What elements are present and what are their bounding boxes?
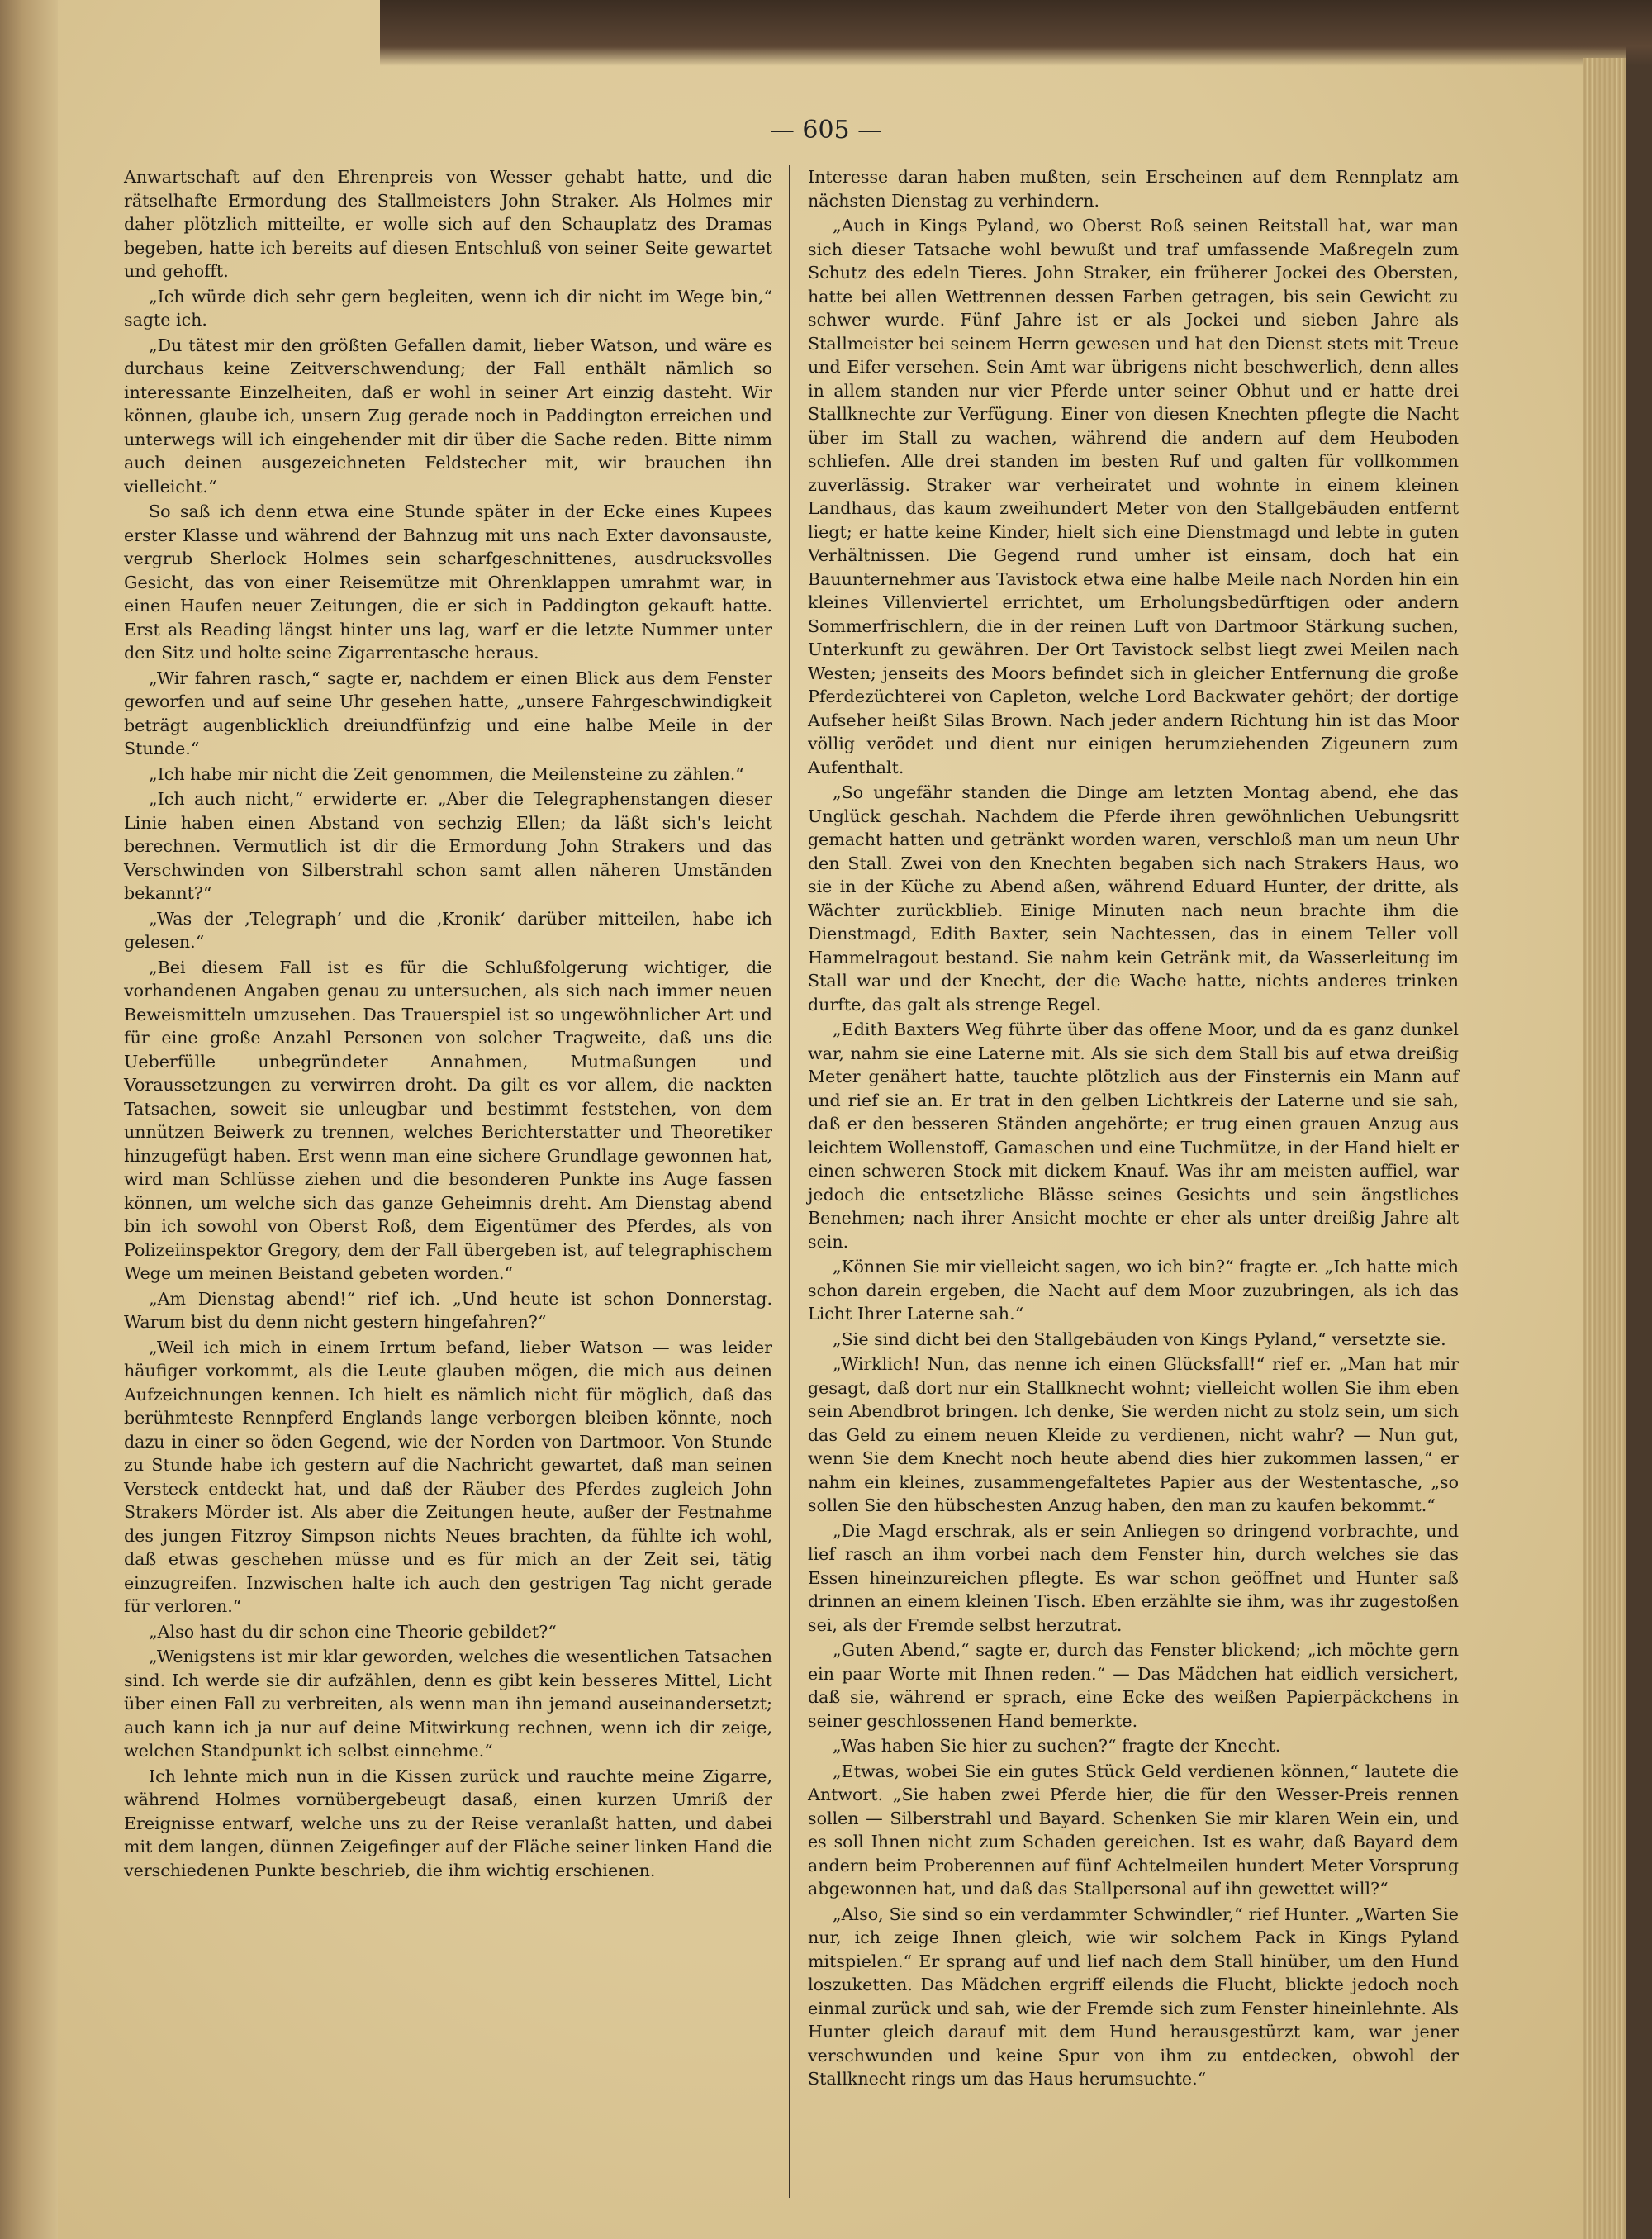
paragraph: „Du tätest mir den größten Gefallen damit, lieber Watson, und wäre es durchaus keine Zeitverschwendung; der Fall enthält nämlich so interessante Einzelheiten, daß er wohl in seiner Art einzig dasteht. Wir können, glaube ich, unsern Zug gerade noch in Paddington erreichen und unterwegs will ich eingehender mit dir über die Sache reden. Bitte nimm auch deinen ausgezeichneten Feldstecher mit, wir brauchen ihn vielleicht.“	[124, 335, 772, 497]
paragraph: Anwartschaft auf den Ehrenpreis von Wesser gehabt hatte, und die rätselhafte Ermordung des Stallmeisters John Straker. Als Holmes mir daher plötzlich mitteilte, er wolle sich auf den Schauplatz des Dramas begeben, hatte ich bereits auf diesen Entschluß von seiner Seite gewartet und gehofft.	[124, 167, 772, 281]
paragraph: „Die Magd erschrak, als er sein Anliegen so dringend vorbrachte, und lief rasch an ihm vorbei nach dem Fenster hin, durch welches sie das Essen hineinzureichen pflegte. Es war schon geöffnet und Hunter saß drinnen an einem kleinen Tisch. Eben erzählte sie ihm, was ihr zugestoßen sei, als der Fremde selbst herzutrat.	[808, 1520, 1459, 1635]
page-top-shadow	[380, 0, 1652, 66]
book-binding	[0, 0, 58, 2239]
paragraph: „Sie sind dicht bei den Stallgebäuden von Kings Pyland,“ versetzte sie.	[833, 1329, 1446, 1349]
paragraph: „Ich auch nicht,“ erwiderte er. „Aber die Telegraphenstangen dieser Linie haben einen Abstand von sechzig Ellen; da läßt sich's leicht berechnen. Vermutlich ist dir die Ermordung John Strakers und das Verschwinden von Silberstrahl schon samt allen näheren Umständen bekannt?“	[124, 789, 772, 903]
paragraph: „Also hast du dir schon eine Theorie gebildet?“	[149, 1621, 557, 1642]
paragraph: „Auch in Kings Pyland, wo Oberst Roß seinen Reitstall hat, war man sich dieser Tatsache wohl bewußt und traf umfassende Maßregeln zum Schutz des edeln Tieres. John Straker, ein früherer Jockei des Obersten, hatte bei allen Wettrennen dessen Farben getragen, bis sein Gewicht zu schwer wurde. Fünf Jahre ist er als Jockei und sieben Jahre als Stallmeister bei seinem Herrn gewesen und hat den Dienst stets mit Treue und Eifer versehen. Sein Amt war übrigens nicht beschwerlich, denn alles in allem standen nur vier Pferde unter seiner Obhut und er hatte drei Stallknechte zur Verfügung. Einer von diesen Knechten pflegte die Nacht über im Stall zu wachen, während die andern auf dem Heuboden schliefen. Alle drei standen im besten Ruf und galten für vollkommen zuverlässig. Straker war verheiratet und wohnte in einem kleinen Landhaus, das kaum zweihundert Meter von den Stallgebäuden entfernt liegt; er hatte keine Kinder, hielt sich eine Dienstmagd und lebte in guten Verhältnissen. Die Gegend rund umher ist einsam, doch hat ein Bauunternehmer aus Tavistock etwa eine halbe Meile nach Norden hin ein kleines Villenviertel errichtet, um Erholungsbedürftigen oder andern Sommerfrischlern, die in der reinen Luft von Dartmoor Stärkung suchen, Unterkunft zu gewähren. Der Ort Tavistock selbst liegt zwei Meilen nach Westen; jenseits des Moors befindet sich in gleicher Entfernung die große Pferdezüchterei von Capleton, welche Lord Backwater gehört; der dortige Aufseher heißt Silas Brown. Nach jeder andern Richtung hin ist das Moor völlig verödet und dient nur einigen herumziehenden Zigeunern zum Aufenthalt.	[808, 216, 1459, 777]
paragraph: „Ich würde dich sehr gern begleiten, wenn ich dir nicht im Wege bin,“ sagte ich.	[124, 286, 772, 330]
page-number: — 605 —	[769, 116, 883, 145]
paragraph: So saß ich denn etwa eine Stunde später in der Ecke eines Kupees erster Klasse und während der Bahnzug mit uns nach Exter davonsauste, vergrub Sherlock Holmes sein scharfgeschnittenes, ausdrucksvolles Gesicht, das von einer Reisemütze mit Ohrenklappen umrahmt war, in einen Haufen neuer Zeitungen, die er sich in Paddington gekauft hatte. Erst als Reading längst hinter uns lag, warf er die letzte Nummer unter den Sitz und holte seine Zigarrentasche heraus.	[124, 502, 772, 663]
paragraph: „Was haben Sie hier zu suchen?“ fragte der Knecht.	[833, 1736, 1281, 1756]
paragraph: Interesse daran haben mußten, sein Erscheinen auf dem Rennplatz am nächsten Dienstag zu verhindern.	[808, 167, 1459, 211]
paragraph: „Bei diesem Fall ist es für die Schlußfolgerung wichtiger, die vorhandenen Angaben genau zu untersuchen, als sich nach immer neuen Beweismitteln umzusehen. Das Trauerspiel ist so ungewöhnlicher Art und für eine große Anzahl Personen von solcher Tragweite, daß uns die Ueberfülle unbegründeter Annahmen, Mutmaßungen und Voraussetzungen zu verwirren droht. Da gilt es vor allem, die nackten Tatsachen, soweit sie unleugbar und bestimmt feststehen, von dem unnützen Beiwerk zu trennen, welches Berichterstatter und Theoretiker hinzugefügt haben. Erst wenn man eine sichere Grundlage gewonnen hat, wird man Schlüsse ziehen und die besonderen Punkte ins Auge fassen können, um welche sich das ganze Geheimnis dreht. Am Dienstag abend bin ich sowohl von Oberst Roß, dem Eigentümer des Pferdes, als von Polizeiinspektor Gregory, dem der Fall übergeben ist, auf telegraphischem Wege um meinen Beistand gebeten worden.“	[124, 957, 772, 1283]
paragraph: „Guten Abend,“ sagte er, durch das Fenster blickend; „ich möchte gern ein paar Worte mit Ihnen reden.“ — Das Mädchen hat eidlich versichert, daß sie, während er sprach, eine Ecke des weißen Papierpäckchens in seiner geschlossenen Hand bemerkte.	[808, 1640, 1459, 1731]
paragraph: „Wenigstens ist mir klar geworden, welches die wesentlichen Tatsachen sind. Ich werde sie dir aufzählen, denn es gibt kein besseres Mittel, Licht über einen Fall zu verbreiten, als wenn man ihn jemand auseinandersetzt; auch kann ich ja nur auf deine Mitwirkung rechnen, wenn ich dir zeige, welchen Standpunkt ich selbst einnehme.“	[124, 1647, 772, 1761]
paragraph: „Ich habe mir nicht die Zeit genommen, die Meilensteine zu zählen.“	[149, 763, 744, 784]
paragraph: „Weil ich mich in einem Irrtum befand, lieber Watson — was leider häufiger vorkommt, als die Leute glauben mögen, die mich aus deinen Aufzeichnungen kennen. Ich hielt es nämlich nicht für möglich, daß das berühmteste Rennpferd Englands lange verborgen bleiben könnte, noch dazu in einer so öden Gegend, wie der Norden von Dartmoor. Von Stunde zu Stunde habe ich gestern auf die Nachricht gewartet, daß man seinen Versteck entdeckt hat, und daß der Räuber des Pferdes zugleich John Strakers Mörder ist. Als aber die Zeitungen heute, außer der Festnahme des jungen Fitzroy Simpson nichts Neues brachten, da fühlte ich wohl, daß etwas geschehen müsse und es für mich an der Zeit sei, tätig einzugreifen. Inzwischen halte ich auch den gestrigen Tag nicht gerade für verloren.“	[124, 1337, 772, 1616]
left-column	[124, 165, 772, 1884]
right-column	[808, 165, 1459, 2093]
paragraph: „Edith Baxters Weg führte über das offene Moor, und da es ganz dunkel war, nahm sie eine Laterne mit. Als sie sich dem Stall bis auf etwa dreißig Meter genähert hatte, tauchte plötzlich aus der Finsternis ein Mann auf und rief sie an. Er trat in den gelben Lichtkreis der Laterne und sie sah, daß er den besseren Ständen angehörte; er trug einen grauen Anzug aus leichtem Wollenstoff, Gamaschen und eine Tuchmütze, in der Hand hielt er einen schweren Stock mit dickem Knauf. Was ihr am meisten auffiel, war jedoch die entsetzliche Blässe seines Gesichts und sein ängstliches Benehmen; nach ihrer Ansicht mochte er eher als unter dreißig Jahre alt sein.	[808, 1020, 1459, 1252]
paragraph: „So ungefähr standen die Dinge am letzten Montag abend, ehe das Unglück geschah. Nachdem die Pferde ihren gewöhnlichen Uebungsritt gemacht hatten und getränkt worden waren, verschloß man um neun Uhr den Stall. Zwei von den Knechten begaben sich nach Strakers Haus, wo sie in der Küche zu Abend aßen, während Eduard Hunter, der dritte, als Wächter zurückblieb. Einige Minuten nach neun brachte ihm die Dienstmagd, Edith Baxter, sein Nachtessen, das in einem Teller voll Hammelragout bestand. Sie nahm kein Getränk mit, da Wasserleitung im Stall war und der Knecht, der die Wache hatte, nichts anderes trinken durfte, das galt als strenge Regel.	[808, 782, 1459, 1015]
paragraph: „Können Sie mir vielleicht sagen, wo ich bin?“ fragte er. „Ich hatte mich schon darein ergeben, die Nacht auf dem Moor zuzubringen, als ich das Licht Ihrer Laterne sah.“	[808, 1257, 1459, 1324]
column-divider	[789, 165, 790, 2198]
paragraph: „Am Dienstag abend!“ rief ich. „Und heute ist schon Donnerstag. Warum bist du denn nicht gestern hingefahren?“	[124, 1288, 772, 1332]
paragraph: „Wirklich! Nun, das nenne ich einen Glücksfall!“ rief er. „Man hat mir gesagt, daß dort nur ein Stallknecht wohnt; vielleicht wollen Sie ihm eben sein Abendbrot bringen. Ich denke, Sie werden nicht zu stolz sein, um sich das Geld zu einem neuen Kleide zu verdienen, nicht wahr? — Nun gut, wenn Sie dem Knecht noch heute abend dies hier zukommen lassen,“ er nahm ein kleines, zusammengefaltetes Papier aus der Westentasche, „so sollen Sie den hübschesten Anzug haben, den man zu kaufen bekommt.“	[808, 1354, 1459, 1515]
book-fore-edge	[1583, 58, 1626, 2239]
paragraph: „Also, Sie sind so ein verdammter Schwindler,“ rief Hunter. „Warten Sie nur, ich zeige Ihnen gleich, wie wir solchem Pack in Kings Pyland mitspielen.“ Er sprang auf und lief nach dem Stall hinüber, um den Hund loszuketten. Das Mädchen ergriff eilends die Flucht, blickte jedoch noch einmal zurück und sah, wie der Fremde sich zum Fenster hineinlehnte. Als Hunter gleich darauf mit dem Hund herausgestürzt kam, war jener verschwunden und keine Spur von ihm zu entdecken, obwohl der Stallknecht rings um das Haus herumsuchte.“	[808, 1904, 1459, 2089]
paragraph: „Etwas, wobei Sie ein gutes Stück Geld verdienen können,“ lautete die Antwort. „Sie haben zwei Pferde hier, die für den Wesser-Preis rennen sollen — Silberstrahl und Bayard. Schenken Sie mir klaren Wein ein, und es soll Ihnen nicht zum Schaden gereichen. Ist es wahr, daß Bayard dem andern beim Proberennen auf fünf Achtelmeilen hundert Meter Vorsprung abgewonnen hat, und daß das Stallpersonal auf ihn gewettet will?“	[808, 1761, 1459, 1899]
paragraph: „Was der ‚Telegraph‘ und die ‚Kronik‘ darüber mitteilen, habe ich gelesen.“	[124, 908, 772, 952]
paragraph: Ich lehnte mich nun in die Kissen zurück und rauchte meine Zigarre, während Holmes vornübergebeugt dasaß, einen kurzen Umriß der Ereignisse entwarf, welche uns zu der Reise veranlaßt hatten, und dabei mit dem langen, dünnen Zeigefinger auf der Fläche seiner linken Hand die verschiedenen Punkte beschrieb, die ihm wichtig erschienen.	[124, 1766, 772, 1880]
paragraph: „Wir fahren rasch,“ sagte er, nachdem er einen Blick aus dem Fenster geworfen und auf seine Uhr gesehen hatte, „unsere Fahrgeschwindigkeit beträgt augenblicklich dreiundfünfzig und eine halbe Meile in der Stunde.“	[124, 668, 772, 758]
